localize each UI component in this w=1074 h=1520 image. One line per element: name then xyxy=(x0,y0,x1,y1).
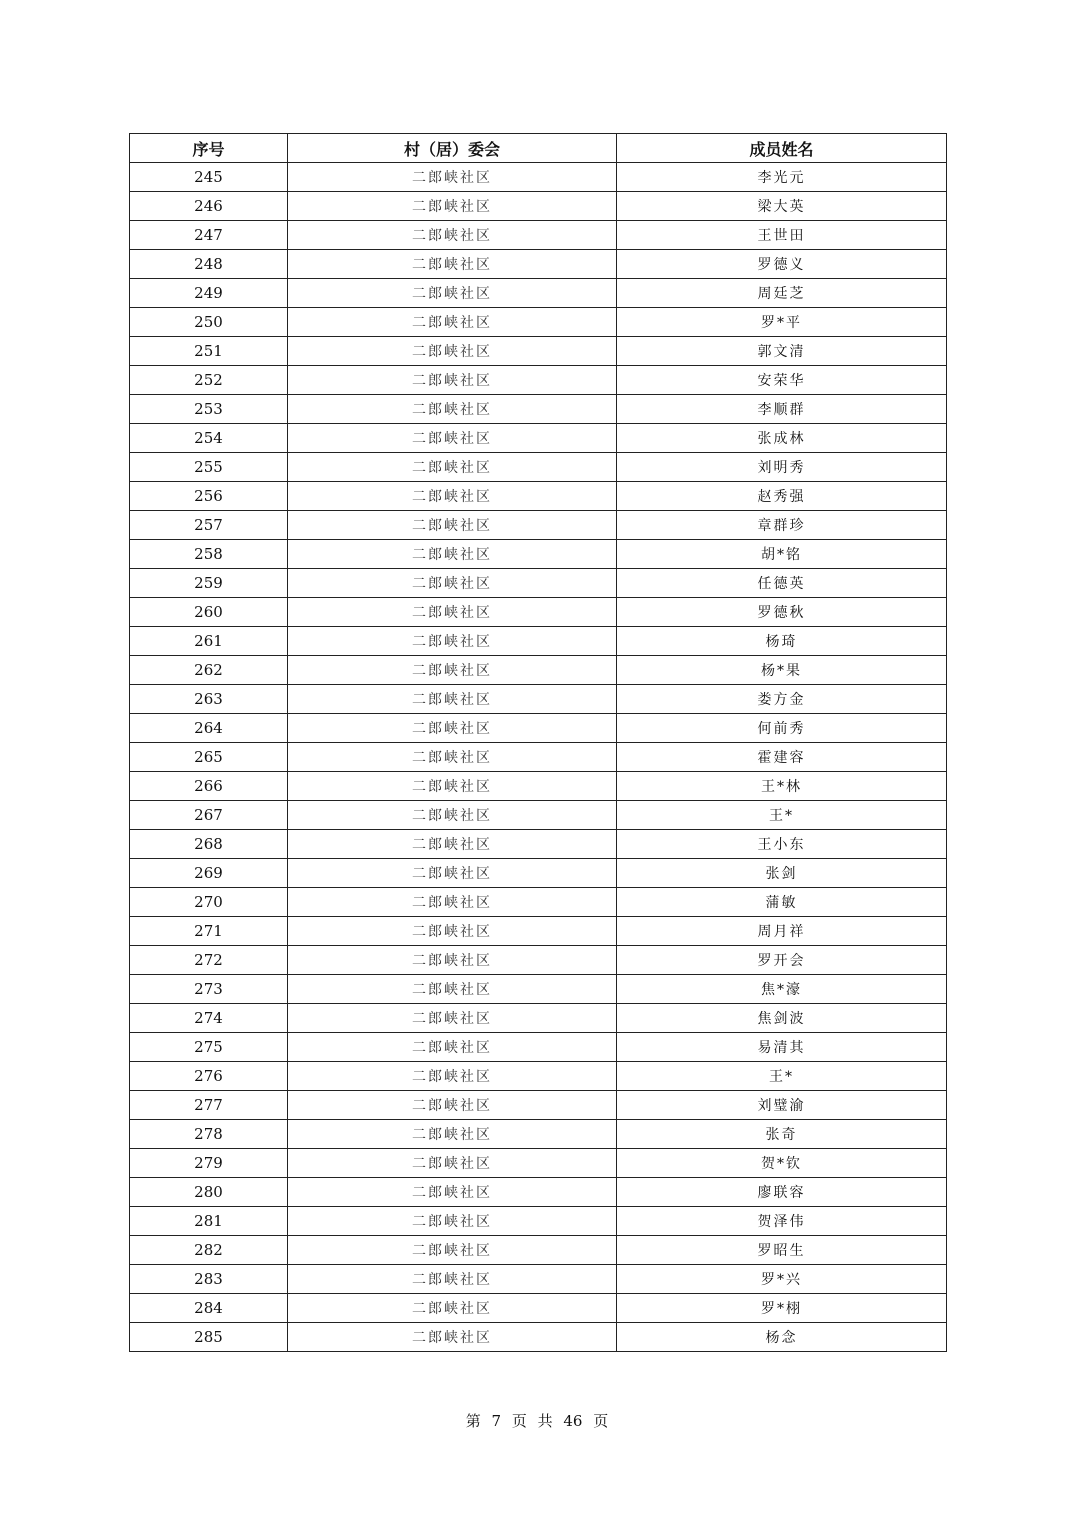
cell-seq: 263 xyxy=(130,685,288,714)
table-row xyxy=(130,482,947,511)
cell-seq: 271 xyxy=(130,917,288,946)
cell-member-name: 张剑 xyxy=(617,859,947,888)
cell-member-name: 郭文清 xyxy=(617,337,947,366)
cell-committee: 二郎峡社区 xyxy=(288,1033,617,1062)
table-row xyxy=(130,1207,947,1236)
cell-committee: 二郎峡社区 xyxy=(288,163,617,192)
cell-member-name: 任德英 xyxy=(617,569,947,598)
table-row xyxy=(130,163,947,192)
cell-seq: 245 xyxy=(130,163,288,192)
cell-committee: 二郎峡社区 xyxy=(288,540,617,569)
table-row xyxy=(130,714,947,743)
cell-committee: 二郎峡社区 xyxy=(288,598,617,627)
cell-committee: 二郎峡社区 xyxy=(288,337,617,366)
cell-committee: 二郎峡社区 xyxy=(288,1207,617,1236)
cell-seq: 253 xyxy=(130,395,288,424)
cell-member-name: 焦剑波 xyxy=(617,1004,947,1033)
cell-committee: 二郎峡社区 xyxy=(288,308,617,337)
cell-committee: 二郎峡社区 xyxy=(288,830,617,859)
table-row xyxy=(130,1004,947,1033)
table-row xyxy=(130,221,947,250)
cell-seq: 262 xyxy=(130,656,288,685)
table-row xyxy=(130,250,947,279)
cell-member-name: 王世田 xyxy=(617,221,947,250)
table-row xyxy=(130,1178,947,1207)
cell-member-name: 廖联容 xyxy=(617,1178,947,1207)
cell-seq: 252 xyxy=(130,366,288,395)
cell-member-name: 杨琦 xyxy=(617,627,947,656)
table-row xyxy=(130,1294,947,1323)
cell-committee: 二郎峡社区 xyxy=(288,511,617,540)
cell-member-name: 刘明秀 xyxy=(617,453,947,482)
table-row xyxy=(130,279,947,308)
cell-member-name: 焦*濠 xyxy=(617,975,947,1004)
table-row xyxy=(130,1265,947,1294)
table-row xyxy=(130,453,947,482)
cell-member-name: 章群珍 xyxy=(617,511,947,540)
cell-committee: 二郎峡社区 xyxy=(288,946,617,975)
cell-member-name: 蒲敏 xyxy=(617,888,947,917)
cell-committee: 二郎峡社区 xyxy=(288,279,617,308)
cell-member-name: 罗昭生 xyxy=(617,1236,947,1265)
table-row xyxy=(130,540,947,569)
table-row xyxy=(130,888,947,917)
table-row xyxy=(130,917,947,946)
cell-member-name: 易清其 xyxy=(617,1033,947,1062)
cell-member-name: 张奇 xyxy=(617,1120,947,1149)
cell-committee: 二郎峡社区 xyxy=(288,1062,617,1091)
table-body xyxy=(130,163,947,1352)
cell-committee: 二郎峡社区 xyxy=(288,975,617,1004)
table-row xyxy=(130,685,947,714)
cell-seq: 278 xyxy=(130,1120,288,1149)
cell-committee: 二郎峡社区 xyxy=(288,685,617,714)
cell-committee: 二郎峡社区 xyxy=(288,453,617,482)
cell-committee: 二郎峡社区 xyxy=(288,424,617,453)
cell-seq: 246 xyxy=(130,192,288,221)
cell-seq: 258 xyxy=(130,540,288,569)
cell-seq: 280 xyxy=(130,1178,288,1207)
header-committee: 村（居）委会 xyxy=(288,134,617,163)
table-row xyxy=(130,569,947,598)
cell-member-name: 贺*钦 xyxy=(617,1149,947,1178)
cell-member-name: 李光元 xyxy=(617,163,947,192)
cell-member-name: 何前秀 xyxy=(617,714,947,743)
cell-seq: 251 xyxy=(130,337,288,366)
header-seq: 序号 xyxy=(130,134,288,163)
cell-member-name: 罗德义 xyxy=(617,250,947,279)
cell-committee: 二郎峡社区 xyxy=(288,1236,617,1265)
cell-committee: 二郎峡社区 xyxy=(288,1091,617,1120)
cell-seq: 285 xyxy=(130,1323,288,1352)
cell-seq: 257 xyxy=(130,511,288,540)
cell-seq: 254 xyxy=(130,424,288,453)
table-row xyxy=(130,801,947,830)
cell-member-name: 贺泽伟 xyxy=(617,1207,947,1236)
member-roster-table xyxy=(129,133,947,1352)
cell-seq: 282 xyxy=(130,1236,288,1265)
header-member-name: 成员姓名 xyxy=(617,134,947,163)
cell-committee: 二郎峡社区 xyxy=(288,482,617,511)
cell-seq: 249 xyxy=(130,279,288,308)
cell-seq: 284 xyxy=(130,1294,288,1323)
cell-committee: 二郎峡社区 xyxy=(288,917,617,946)
cell-member-name: 刘璧渝 xyxy=(617,1091,947,1120)
cell-member-name: 周廷芝 xyxy=(617,279,947,308)
cell-seq: 259 xyxy=(130,569,288,598)
cell-committee: 二郎峡社区 xyxy=(288,1323,617,1352)
table-row xyxy=(130,192,947,221)
table-row xyxy=(130,1091,947,1120)
cell-seq: 269 xyxy=(130,859,288,888)
table-row xyxy=(130,627,947,656)
table-row xyxy=(130,424,947,453)
cell-committee: 二郎峡社区 xyxy=(288,1294,617,1323)
cell-member-name: 霍建容 xyxy=(617,743,947,772)
cell-seq: 283 xyxy=(130,1265,288,1294)
table-row xyxy=(130,1149,947,1178)
cell-committee: 二郎峡社区 xyxy=(288,569,617,598)
cell-member-name: 李顺群 xyxy=(617,395,947,424)
cell-member-name: 罗*栩 xyxy=(617,1294,947,1323)
cell-committee: 二郎峡社区 xyxy=(288,1149,617,1178)
cell-seq: 277 xyxy=(130,1091,288,1120)
cell-member-name: 罗*兴 xyxy=(617,1265,947,1294)
table-row xyxy=(130,859,947,888)
cell-seq: 261 xyxy=(130,627,288,656)
cell-committee: 二郎峡社区 xyxy=(288,1178,617,1207)
cell-member-name: 罗德秋 xyxy=(617,598,947,627)
cell-member-name: 王* xyxy=(617,1062,947,1091)
table-row xyxy=(130,1236,947,1265)
cell-committee: 二郎峡社区 xyxy=(288,1120,617,1149)
table-row xyxy=(130,395,947,424)
cell-committee: 二郎峡社区 xyxy=(288,656,617,685)
cell-seq: 256 xyxy=(130,482,288,511)
cell-committee: 二郎峡社区 xyxy=(288,192,617,221)
cell-member-name: 周月祥 xyxy=(617,917,947,946)
cell-seq: 273 xyxy=(130,975,288,1004)
table-row xyxy=(130,366,947,395)
table-row xyxy=(130,511,947,540)
cell-member-name: 杨*果 xyxy=(617,656,947,685)
cell-member-name: 娄方金 xyxy=(617,685,947,714)
cell-committee: 二郎峡社区 xyxy=(288,1004,617,1033)
table-row xyxy=(130,1120,947,1149)
cell-committee: 二郎峡社区 xyxy=(288,1265,617,1294)
cell-seq: 270 xyxy=(130,888,288,917)
cell-committee: 二郎峡社区 xyxy=(288,250,617,279)
cell-committee: 二郎峡社区 xyxy=(288,743,617,772)
cell-member-name: 安荣华 xyxy=(617,366,947,395)
cell-seq: 250 xyxy=(130,308,288,337)
cell-member-name: 杨念 xyxy=(617,1323,947,1352)
cell-seq: 267 xyxy=(130,801,288,830)
cell-committee: 二郎峡社区 xyxy=(288,627,617,656)
cell-committee: 二郎峡社区 xyxy=(288,772,617,801)
table-row xyxy=(130,308,947,337)
cell-seq: 268 xyxy=(130,830,288,859)
cell-seq: 248 xyxy=(130,250,288,279)
cell-committee: 二郎峡社区 xyxy=(288,888,617,917)
cell-seq: 264 xyxy=(130,714,288,743)
cell-seq: 272 xyxy=(130,946,288,975)
cell-committee: 二郎峡社区 xyxy=(288,395,617,424)
table-row xyxy=(130,656,947,685)
table-row xyxy=(130,830,947,859)
table-row xyxy=(130,1033,947,1062)
cell-committee: 二郎峡社区 xyxy=(288,366,617,395)
cell-seq: 266 xyxy=(130,772,288,801)
cell-member-name: 张成林 xyxy=(617,424,947,453)
table-row xyxy=(130,946,947,975)
cell-member-name: 赵秀强 xyxy=(617,482,947,511)
table-row xyxy=(130,598,947,627)
table-header-row xyxy=(130,134,947,163)
cell-seq: 247 xyxy=(130,221,288,250)
cell-member-name: 梁大英 xyxy=(617,192,947,221)
cell-seq: 265 xyxy=(130,743,288,772)
cell-member-name: 罗开会 xyxy=(617,946,947,975)
cell-committee: 二郎峡社区 xyxy=(288,801,617,830)
cell-seq: 279 xyxy=(130,1149,288,1178)
cell-seq: 281 xyxy=(130,1207,288,1236)
cell-seq: 274 xyxy=(130,1004,288,1033)
cell-member-name: 王小东 xyxy=(617,830,947,859)
cell-committee: 二郎峡社区 xyxy=(288,859,617,888)
cell-member-name: 罗*平 xyxy=(617,308,947,337)
cell-committee: 二郎峡社区 xyxy=(288,714,617,743)
cell-member-name: 王* xyxy=(617,801,947,830)
table-row xyxy=(130,772,947,801)
table-row xyxy=(130,337,947,366)
cell-member-name: 王*林 xyxy=(617,772,947,801)
page-number-footer: 第 7 页 共 46 页 xyxy=(465,1412,609,1430)
cell-seq: 260 xyxy=(130,598,288,627)
table-row xyxy=(130,743,947,772)
table-row xyxy=(130,1323,947,1352)
cell-member-name: 胡*铭 xyxy=(617,540,947,569)
cell-seq: 275 xyxy=(130,1033,288,1062)
table-row xyxy=(130,1062,947,1091)
table-row xyxy=(130,975,947,1004)
cell-seq: 255 xyxy=(130,453,288,482)
cell-committee: 二郎峡社区 xyxy=(288,221,617,250)
cell-seq: 276 xyxy=(130,1062,288,1091)
